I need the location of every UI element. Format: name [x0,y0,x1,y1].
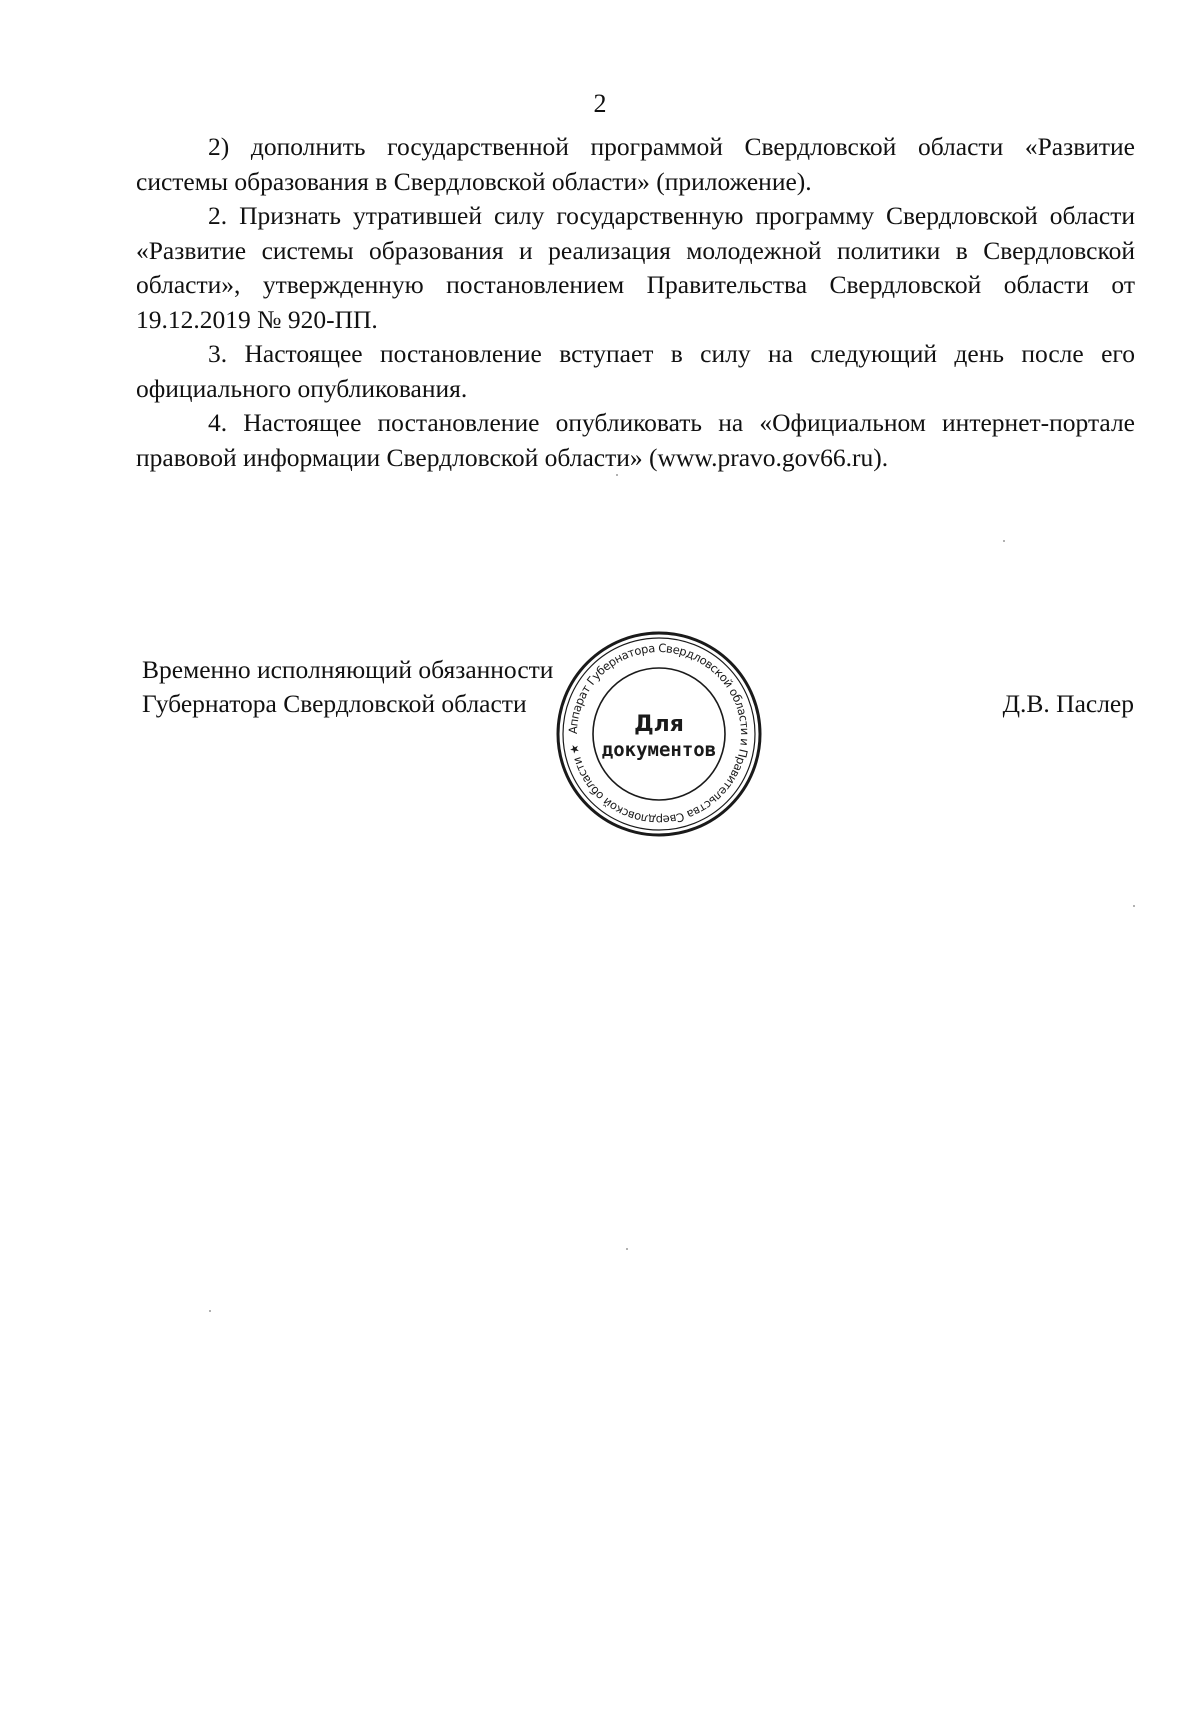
paragraph-clause-2: 2. Признать утратившей силу государственную программу Свердловской области «Развитие системы образования и реализация молодежной политики в Свердловской области», утвержденную постановлением Правительства Свердловской области от 19.12.2019 № 920-ПП. [136,201,1135,334]
paragraph-clause-3: 3. Настоящее постановление вступает в силу на следующий день после его официального опубликования. [136,339,1135,403]
stamp-seal-icon [553,628,765,840]
signatory-title [142,653,553,721]
scan-speck [616,474,618,476]
official-stamp [553,628,765,840]
signatory-name: Д.В. Паслер [1002,689,1134,718]
paragraph-clause-2-item: 2) дополнить государственной программой Свердловской области «Развитие системы образования в Свердловской области» (приложение). [136,132,1135,196]
signatory-title-line-2: Губернатора Свердловской области [142,689,527,718]
page-number: 2 [593,89,607,118]
signatory-title-line-1: Временно исполняющий обязанности [142,655,554,684]
stamp-center-line-2: документов [601,739,717,761]
paragraph-clause-4: 4. Настоящее постановление опубликовать на «Официальном интернет-портале правовой информации Свердловской области» (www.pravo.gov66.ru). [136,408,1135,472]
scan-speck [209,1310,211,1312]
resolution-text [136,130,1135,475]
stamp-center-line-1: Для [634,712,684,737]
scan-speck [1003,540,1005,542]
scan-speck [1133,905,1135,907]
stamp-ring-text: Аппарат Губернатора Свердловской области и Правительства Свердловской области ★ [565,640,753,828]
scan-speck [626,1248,628,1250]
